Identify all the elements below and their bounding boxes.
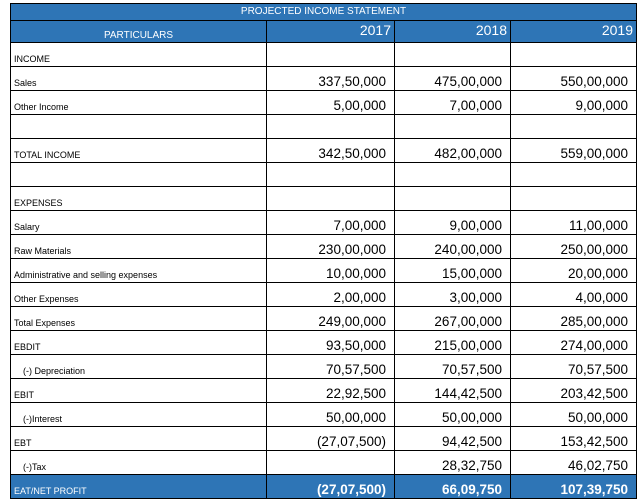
row-label: Total Expenses: [11, 307, 267, 331]
income-statement-table: [10, 3, 637, 499]
value-cell-2019: 4,00,000: [511, 283, 637, 307]
table-row: [11, 43, 637, 67]
title-row: [11, 4, 637, 21]
value-cell-2018: 3,00,000: [395, 283, 511, 307]
table-row: [11, 235, 637, 259]
value-cell-2018: 94,42,500: [395, 427, 511, 451]
value-cell-2017: [267, 43, 395, 67]
value-cell-2017: 10,00,000: [267, 259, 395, 283]
value-cell-2018: 267,00,000: [395, 307, 511, 331]
value-cell-2017: 22,92,500: [267, 379, 395, 403]
row-label: EBIT: [11, 379, 267, 403]
statement-title: PROJECTED INCOME STATEMENT: [11, 4, 637, 21]
value-cell-2017: [267, 115, 395, 139]
table-row: [11, 139, 637, 163]
value-cell-2019: 46,02,750: [511, 451, 637, 475]
value-cell-2018: [395, 115, 511, 139]
value-cell-2017: [267, 451, 395, 475]
value-cell-2017: 249,00,000: [267, 307, 395, 331]
value-cell-2017: 337,50,000: [267, 67, 395, 91]
value-cell-2019: 11,00,000: [511, 211, 637, 235]
table-row: [11, 259, 637, 283]
table-row: [11, 427, 637, 451]
value-cell-2018: [395, 43, 511, 67]
value-cell-2018: [395, 163, 511, 187]
row-label: EBT: [11, 427, 267, 451]
value-cell-2019: [511, 163, 637, 187]
value-cell-2018: 475,00,000: [395, 67, 511, 91]
value-cell-2018: 50,00,000: [395, 403, 511, 427]
value-cell-2018: 9,00,000: [395, 211, 511, 235]
row-label: (-) Depreciation: [11, 355, 267, 379]
row-label: EBDIT: [11, 331, 267, 355]
row-label: Salary: [11, 211, 267, 235]
row-label: Other Expenses: [11, 283, 267, 307]
value-cell-2019: 274,00,000: [511, 331, 637, 355]
value-cell-2017: 70,57,500: [267, 355, 395, 379]
table-row: [11, 163, 637, 187]
table-row: [11, 379, 637, 403]
table-row: [11, 187, 637, 211]
table-row: [11, 451, 637, 475]
table-row: [11, 475, 637, 499]
value-cell-2019: 107,39,750: [511, 475, 637, 499]
row-label: TOTAL INCOME: [11, 139, 267, 163]
value-cell-2017: [267, 163, 395, 187]
value-cell-2018: 144,42,500: [395, 379, 511, 403]
value-cell-2019: 9,00,000: [511, 91, 637, 115]
row-label: Other Income: [11, 91, 267, 115]
value-cell-2017: 5,00,000: [267, 91, 395, 115]
value-cell-2017: [267, 187, 395, 211]
table-row: [11, 211, 637, 235]
value-cell-2017: 7,00,000: [267, 211, 395, 235]
value-cell-2019: 559,00,000: [511, 139, 637, 163]
value-cell-2019: 50,00,000: [511, 403, 637, 427]
value-cell-2019: 153,42,500: [511, 427, 637, 451]
table-row: [11, 355, 637, 379]
value-cell-2019: 203,42,500: [511, 379, 637, 403]
value-cell-2018: 240,00,000: [395, 235, 511, 259]
value-cell-2017: 230,00,000: [267, 235, 395, 259]
value-cell-2018: 66,09,750: [395, 475, 511, 499]
value-cell-2018: 7,00,000: [395, 91, 511, 115]
value-cell-2019: 70,57,500: [511, 355, 637, 379]
table-row: [11, 403, 637, 427]
row-label: EXPENSES: [11, 187, 267, 211]
table-row: [11, 331, 637, 355]
year-2018-header: 2018: [395, 21, 511, 43]
value-cell-2018: 70,57,500: [395, 355, 511, 379]
value-cell-2019: [511, 43, 637, 67]
value-cell-2017: 93,50,000: [267, 331, 395, 355]
row-label: EAT/NET PROFIT: [11, 475, 267, 499]
row-label: (-)Tax: [11, 451, 267, 475]
value-cell-2019: [511, 187, 637, 211]
row-label: (-)Interest: [11, 403, 267, 427]
year-2017-header: 2017: [267, 21, 395, 43]
table-row: [11, 283, 637, 307]
row-label: Raw Materials: [11, 235, 267, 259]
particulars-header: PARTICULARS: [11, 21, 267, 43]
row-label: Administrative and selling expenses: [11, 259, 267, 283]
year-2019-header: 2019: [511, 21, 637, 43]
value-cell-2019: 250,00,000: [511, 235, 637, 259]
value-cell-2017: (27,07,500): [267, 475, 395, 499]
value-cell-2017: 2,00,000: [267, 283, 395, 307]
value-cell-2018: 28,32,750: [395, 451, 511, 475]
header-row: [11, 21, 637, 43]
value-cell-2018: 215,00,000: [395, 331, 511, 355]
value-cell-2017: 50,00,000: [267, 403, 395, 427]
table-row: [11, 307, 637, 331]
table-row: [11, 91, 637, 115]
value-cell-2017: (27,07,500): [267, 427, 395, 451]
row-label: INCOME: [11, 43, 267, 67]
row-label: Sales: [11, 67, 267, 91]
row-label: [11, 115, 267, 139]
value-cell-2017: 342,50,000: [267, 139, 395, 163]
value-cell-2019: 285,00,000: [511, 307, 637, 331]
value-cell-2018: 482,00,000: [395, 139, 511, 163]
table-row: [11, 115, 637, 139]
value-cell-2018: [395, 187, 511, 211]
value-cell-2018: 15,00,000: [395, 259, 511, 283]
value-cell-2019: [511, 115, 637, 139]
table-row: [11, 67, 637, 91]
value-cell-2019: 20,00,000: [511, 259, 637, 283]
row-label: [11, 163, 267, 187]
value-cell-2019: 550,00,000: [511, 67, 637, 91]
